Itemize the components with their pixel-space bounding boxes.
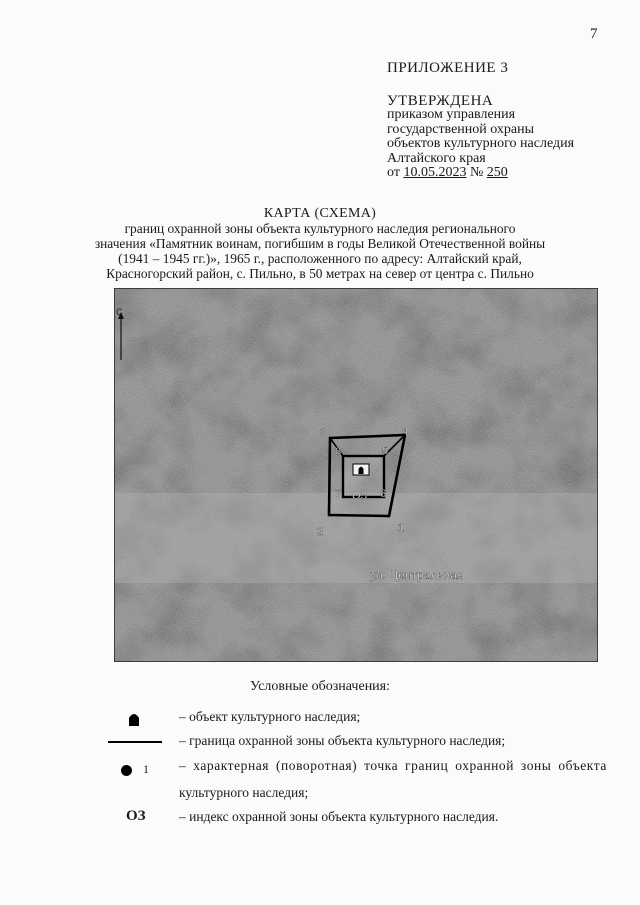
map-title: [0, 206, 640, 281]
legend-item-object: [0, 708, 640, 728]
point-symbol-label: 1: [143, 762, 149, 776]
map-heading: КАРТА (СХЕМА): [263, 206, 377, 221]
legend-text-zone-index: – индекс охранной зоны объекта культурного наследия.: [179, 809, 499, 824]
point-label-8: 8: [335, 446, 342, 458]
map-title-line-3: (1941 – 1945 гг.)», 1965 г., расположенного по адресу: Алтайский край,: [118, 251, 522, 266]
point-label-4: 4: [402, 426, 409, 438]
legend-text-object: – объект культурного наследия;: [179, 709, 361, 724]
approval-block: [387, 94, 574, 181]
legend-heading: Условные обозначения:: [249, 679, 391, 694]
legend-text-point: – характерная (поворотная) точка границ охранной зоны объекта: [179, 758, 607, 773]
map-scheme: [114, 288, 598, 662]
zone-index-symbol: ОЗ: [126, 808, 146, 824]
boundary-line-symbol: [108, 741, 162, 743]
approval-line-3: объектов культурного наследия: [387, 136, 575, 151]
approval-line-2: государственной охраны: [387, 121, 535, 137]
point-label-6: 6: [380, 488, 387, 500]
monument-icon: [126, 711, 142, 727]
approval-line-1: приказом управления: [387, 107, 516, 122]
approval-title: УТВЕРЖДЕНА: [387, 93, 494, 109]
map-title-line-1: границ охранной зоны объекта культурного наследия регионального: [124, 221, 516, 236]
approval-number: 250: [486, 165, 508, 180]
approval-date: 10.05.2023: [403, 165, 467, 180]
street-label: ул. Центральная: [370, 568, 464, 582]
point-symbol-icon: [121, 765, 132, 776]
legend-text-point-cont: культурного наследия;: [179, 785, 309, 800]
date-prefix: от: [387, 165, 400, 180]
point-label-1: 1: [398, 522, 405, 534]
appendix-label: ПРИЛОЖЕНИЕ 3: [387, 60, 509, 76]
approval-line-4: Алтайского края: [387, 150, 486, 166]
legend-item-boundary: [0, 733, 640, 753]
approval-date-line: [387, 166, 574, 181]
point-label-2: 2: [317, 526, 324, 538]
legend-item-point: [0, 758, 640, 802]
legend-text-boundary: – граница охранной зоны объекта культурного наследия;: [179, 733, 506, 748]
map-title-line-4: Красногорский район, с. Пильно, в 50 метрах на север от центра с. Пильно: [106, 266, 534, 281]
point-label-3: 3: [320, 427, 327, 439]
point-label-7: 7: [335, 488, 342, 500]
legend-item-zone-index: [0, 808, 640, 828]
zone-index-label: ОЗ: [352, 490, 368, 502]
number-prefix: №: [469, 165, 484, 180]
page-number: 7: [590, 26, 598, 42]
north-label: С: [116, 307, 123, 317]
map-field-band: [114, 493, 598, 583]
map-title-line-2: значения «Памятник воинам, погибшим в годы Великой Отечественной войны: [94, 236, 546, 251]
point-label-5: 5: [382, 445, 389, 457]
